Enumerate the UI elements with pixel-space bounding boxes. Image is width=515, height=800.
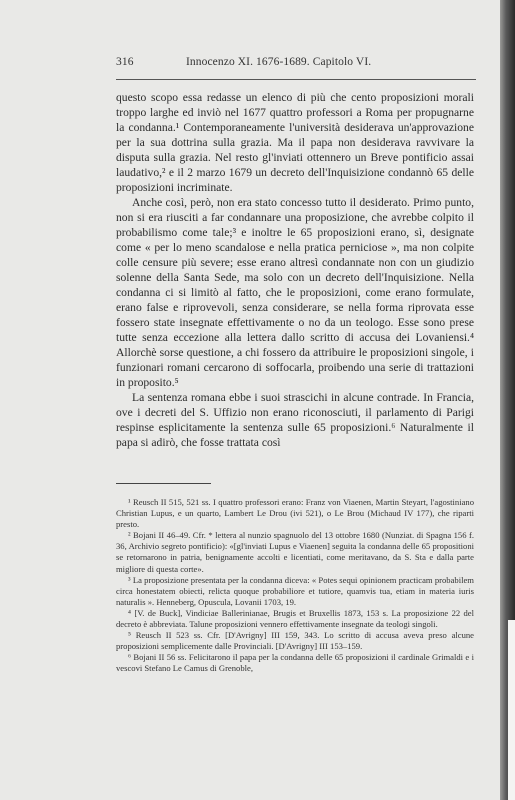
footnote: ¹ Reusch II 515, 521 ss. I quattro professori erano: Franz von Viaenen, Martin Steyart, l'agostiniano Christian Lupus, e un quarto, Lambert Le Drou (ivi 521), o Le Brou (Michaud IV 177), che riparti presto. xyxy=(116,497,474,530)
paragraph: La sentenza romana ebbe i suoi strascichi in alcune contrade. In Francia, ove i decreti del S. Uffizio non erano riconosciuti, il parlamento di Parigi respinse esplicitamente la sentenza sulle 65 proposizioni.⁶ Naturalmente il papa si adirò, che fosse trattata così xyxy=(116,391,474,449)
footnotes xyxy=(116,497,474,675)
footnote: ⁵ Reusch II 523 ss. Cfr. [D'Avrigny] III 159, 343. Lo scritto di accusa aveva preso alcune proposizioni semplicemente dalle Provinciali. [D'Avrigny] III 153–159. xyxy=(116,630,474,652)
main-text xyxy=(116,90,474,450)
footnote-rule xyxy=(116,483,211,484)
footnote: ² Bojani II 46–49. Cfr. * lettera al nunzio spagnuolo del 13 ottobre 1680 (Nunziat. di Spagna 156 f. 36, Archivio segreto pontificio): «[gl'inviati Lupus e Viaenen] seguita la condanna delle 65 propositioni se retornarono in patria, benignamente accolti e licentiati, come meritavano, da S. Sta e dalla parte migliore di questa corte». xyxy=(116,530,474,574)
page-edge-notch xyxy=(508,620,515,800)
running-title: Innocenzo XI. 1676-1689. Capitolo VI. xyxy=(186,56,372,68)
footnote: ³ La proposizione presentata per la condanna diceva: « Potes sequi opinionem practicam probabilem circa honestatem obiecti, relicta quoque probabiliore et tutiore, quamvis tua, etiam in materia iuris naturalis ». Henneberg, Opuscula, Lovanii 1703, 19. xyxy=(116,574,474,607)
paragraph: Anche così, però, non era stato concesso tutto il desiderato. Primo punto, non si era riusciti a far condannare una proposizione, che avrebbe colpito il probabilismo come tale;³ e inoltre le 65 proposizioni erano, sì, designate come « per lo meno scandalose e nella pratica perniciose », ma non colpite colle censure più severe; esse erano altresì condannate non con un giudizio solenne della Santa Sede, ma solo con un decreto dell'Inquisizione. Nella condanna ci si limitò al fatto, che le proposizioni, come erano formulate, erano false e riprovevoli, senza considerare, se nella forma riprovata esse fossero state insegnate effettivamente o no da un teologo. Esse sono prese tutte senza eccezione alla lettera dallo scritto di accusa dei Lovaniensi.⁴ Allorchè sorse questione, a chi fossero da attribuire le proposizioni singole, i funzionari romani cercarono di soffocarla, proibendo una serie di trattazioni in proposito.⁵ xyxy=(116,196,474,389)
footnote: ⁶ Bojani II 56 ss. Felicitarono il papa per la condanna delle 65 proposizioni il cardinale Grimaldi e i vescovi Stefano Le Camus di Grenoble, xyxy=(116,652,474,674)
page-number: 316 xyxy=(116,56,134,68)
paragraph: questo scopo essa redasse un elenco di più che cento proposizioni morali troppo larghe ed inviò nel 1677 quattro professori a Roma per propugnarne la condanna.¹ Contemporaneamente l'università desiderava un'approvazione per la sua dottrina sulla grazia. Ma il papa non desiderava ravvivare la disputa sulla grazia. Nel resto gl'inviati ottennero un Breve pontificio assai laudativo,² e il 2 marzo 1679 un decreto dell'Inquisizione condannò 65 delle proposizioni incriminate. xyxy=(116,91,474,194)
header-rule xyxy=(116,79,476,80)
footnote: ⁴ [V. de Buck], Vindiciae Ballerinianae, Brugis et Bruxellis 1873, 153 s. La proposizione 22 del decreto è abbreviata. Talune proposizioni vennero effettivamente insegnate da teologi singoli. xyxy=(116,607,474,630)
